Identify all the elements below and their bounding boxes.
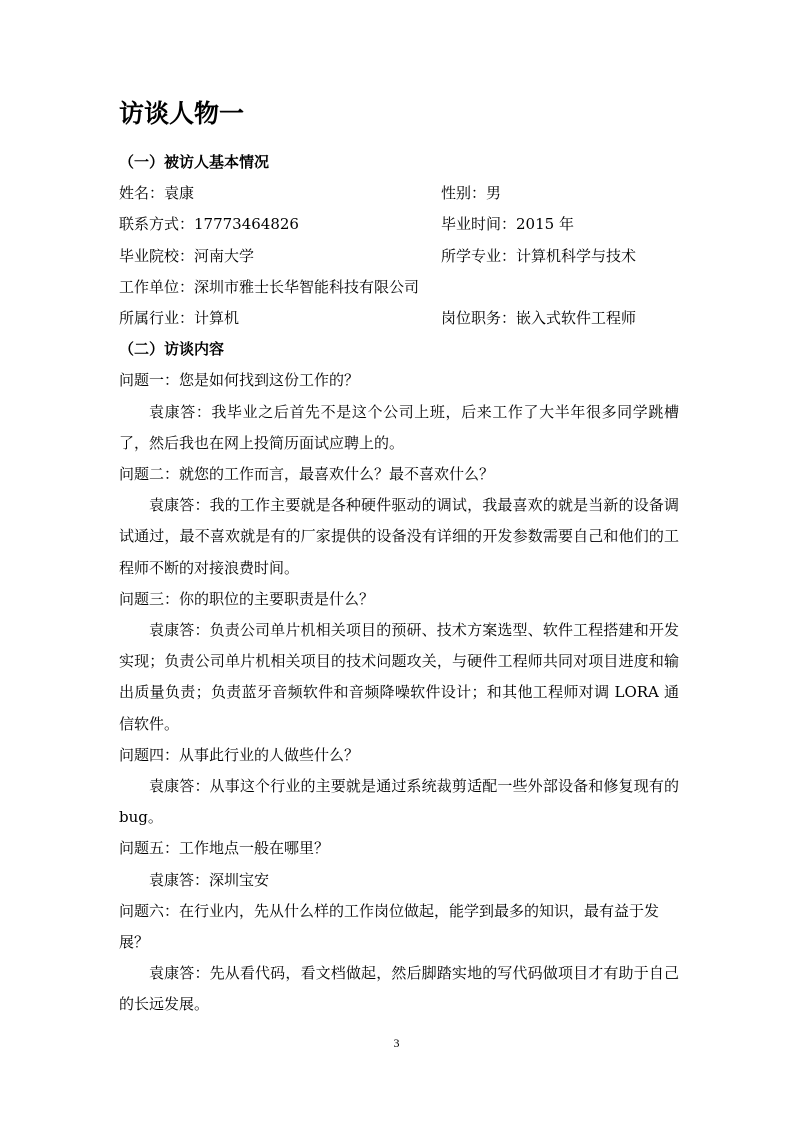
info-row (119, 272, 679, 303)
info-position: 岗位职务：嵌入式软件工程师 (441, 308, 637, 327)
interview-answer: 袁康答：负责公司单片机相关项目的预研、技术方案选型、软件工程搭建和开发实现；负责公司单片机相关项目的技术问题攻关，与硬件工程师共同对项目进度和输出质量负责；负责蓝牙音频软件和音频降噪软件设计；和其他工程师对调 LORA 通信软件。 (119, 620, 679, 733)
interview-answer: 袁康答：深圳宝安 (149, 870, 270, 889)
interview-question: 问题三：你的职位的主要职责是什么？ (119, 589, 375, 608)
info-name: 姓名：袁康 (119, 184, 195, 203)
interview-question: 问题二：就您的工作而言，最喜欢什么？最不喜欢什么？ (119, 464, 495, 483)
interview-answer: 袁康答：我毕业之后首先不是这个公司上班，后来工作了大半年很多同学跳槽了，然后我也在网上投简历面试应聘上的。 (119, 402, 679, 452)
info-row (119, 241, 679, 272)
document-body (119, 147, 679, 1021)
page-number: 3 (393, 1036, 400, 1050)
page-title: 访谈人物一 (119, 99, 245, 128)
info-gender: 性别：男 (441, 184, 502, 203)
interview-answer: 袁康答：我的工作主要就是各种硬件驱动的调试，我最喜欢的就是当新的设备调试通过，最不喜欢就是有的厂家提供的设备没有详细的开发参数需要自己和他们的工程师不断的对接浪费时间。 (119, 496, 679, 577)
interview-answer: 袁康答：从事这个行业的主要就是通过系统裁剪适配一些外部设备和修复现有的 bug。 (119, 776, 679, 827)
info-school: 毕业院校：河南大学 (119, 246, 255, 265)
interview-question: 问题五：工作地点一般在哪里？ (119, 839, 330, 858)
interview-question: 问题一：您是如何找到这份工作的？ (119, 371, 360, 390)
info-employer: 工作单位：深圳市雅士长华智能科技有限公司 (119, 277, 420, 296)
interview-question: 问题四：从事此行业的人做些什么？ (119, 745, 360, 764)
info-row (119, 209, 679, 240)
section-heading-interview: （二）访谈内容 (119, 340, 225, 359)
info-contact: 联系方式：17773464826 (119, 215, 299, 234)
info-row (119, 178, 679, 209)
info-graduation-time: 毕业时间：2015 年 (441, 215, 574, 234)
interview-question: 问题六：在行业内，先从什么样的工作岗位做起，能学到最多的知识，最有益于发展？ (119, 901, 660, 951)
interview-answer: 袁康答：先从看代码，看文档做起，然后脚踏实地的写代码做项目才有助于自己的长远发展。 (119, 964, 679, 1014)
info-major: 所学专业：计算机科学与技术 (441, 246, 637, 265)
info-row (119, 303, 679, 334)
section-heading-basic-info: （一）被访人基本情况 (119, 153, 270, 171)
info-industry: 所属行业：计算机 (119, 308, 240, 327)
